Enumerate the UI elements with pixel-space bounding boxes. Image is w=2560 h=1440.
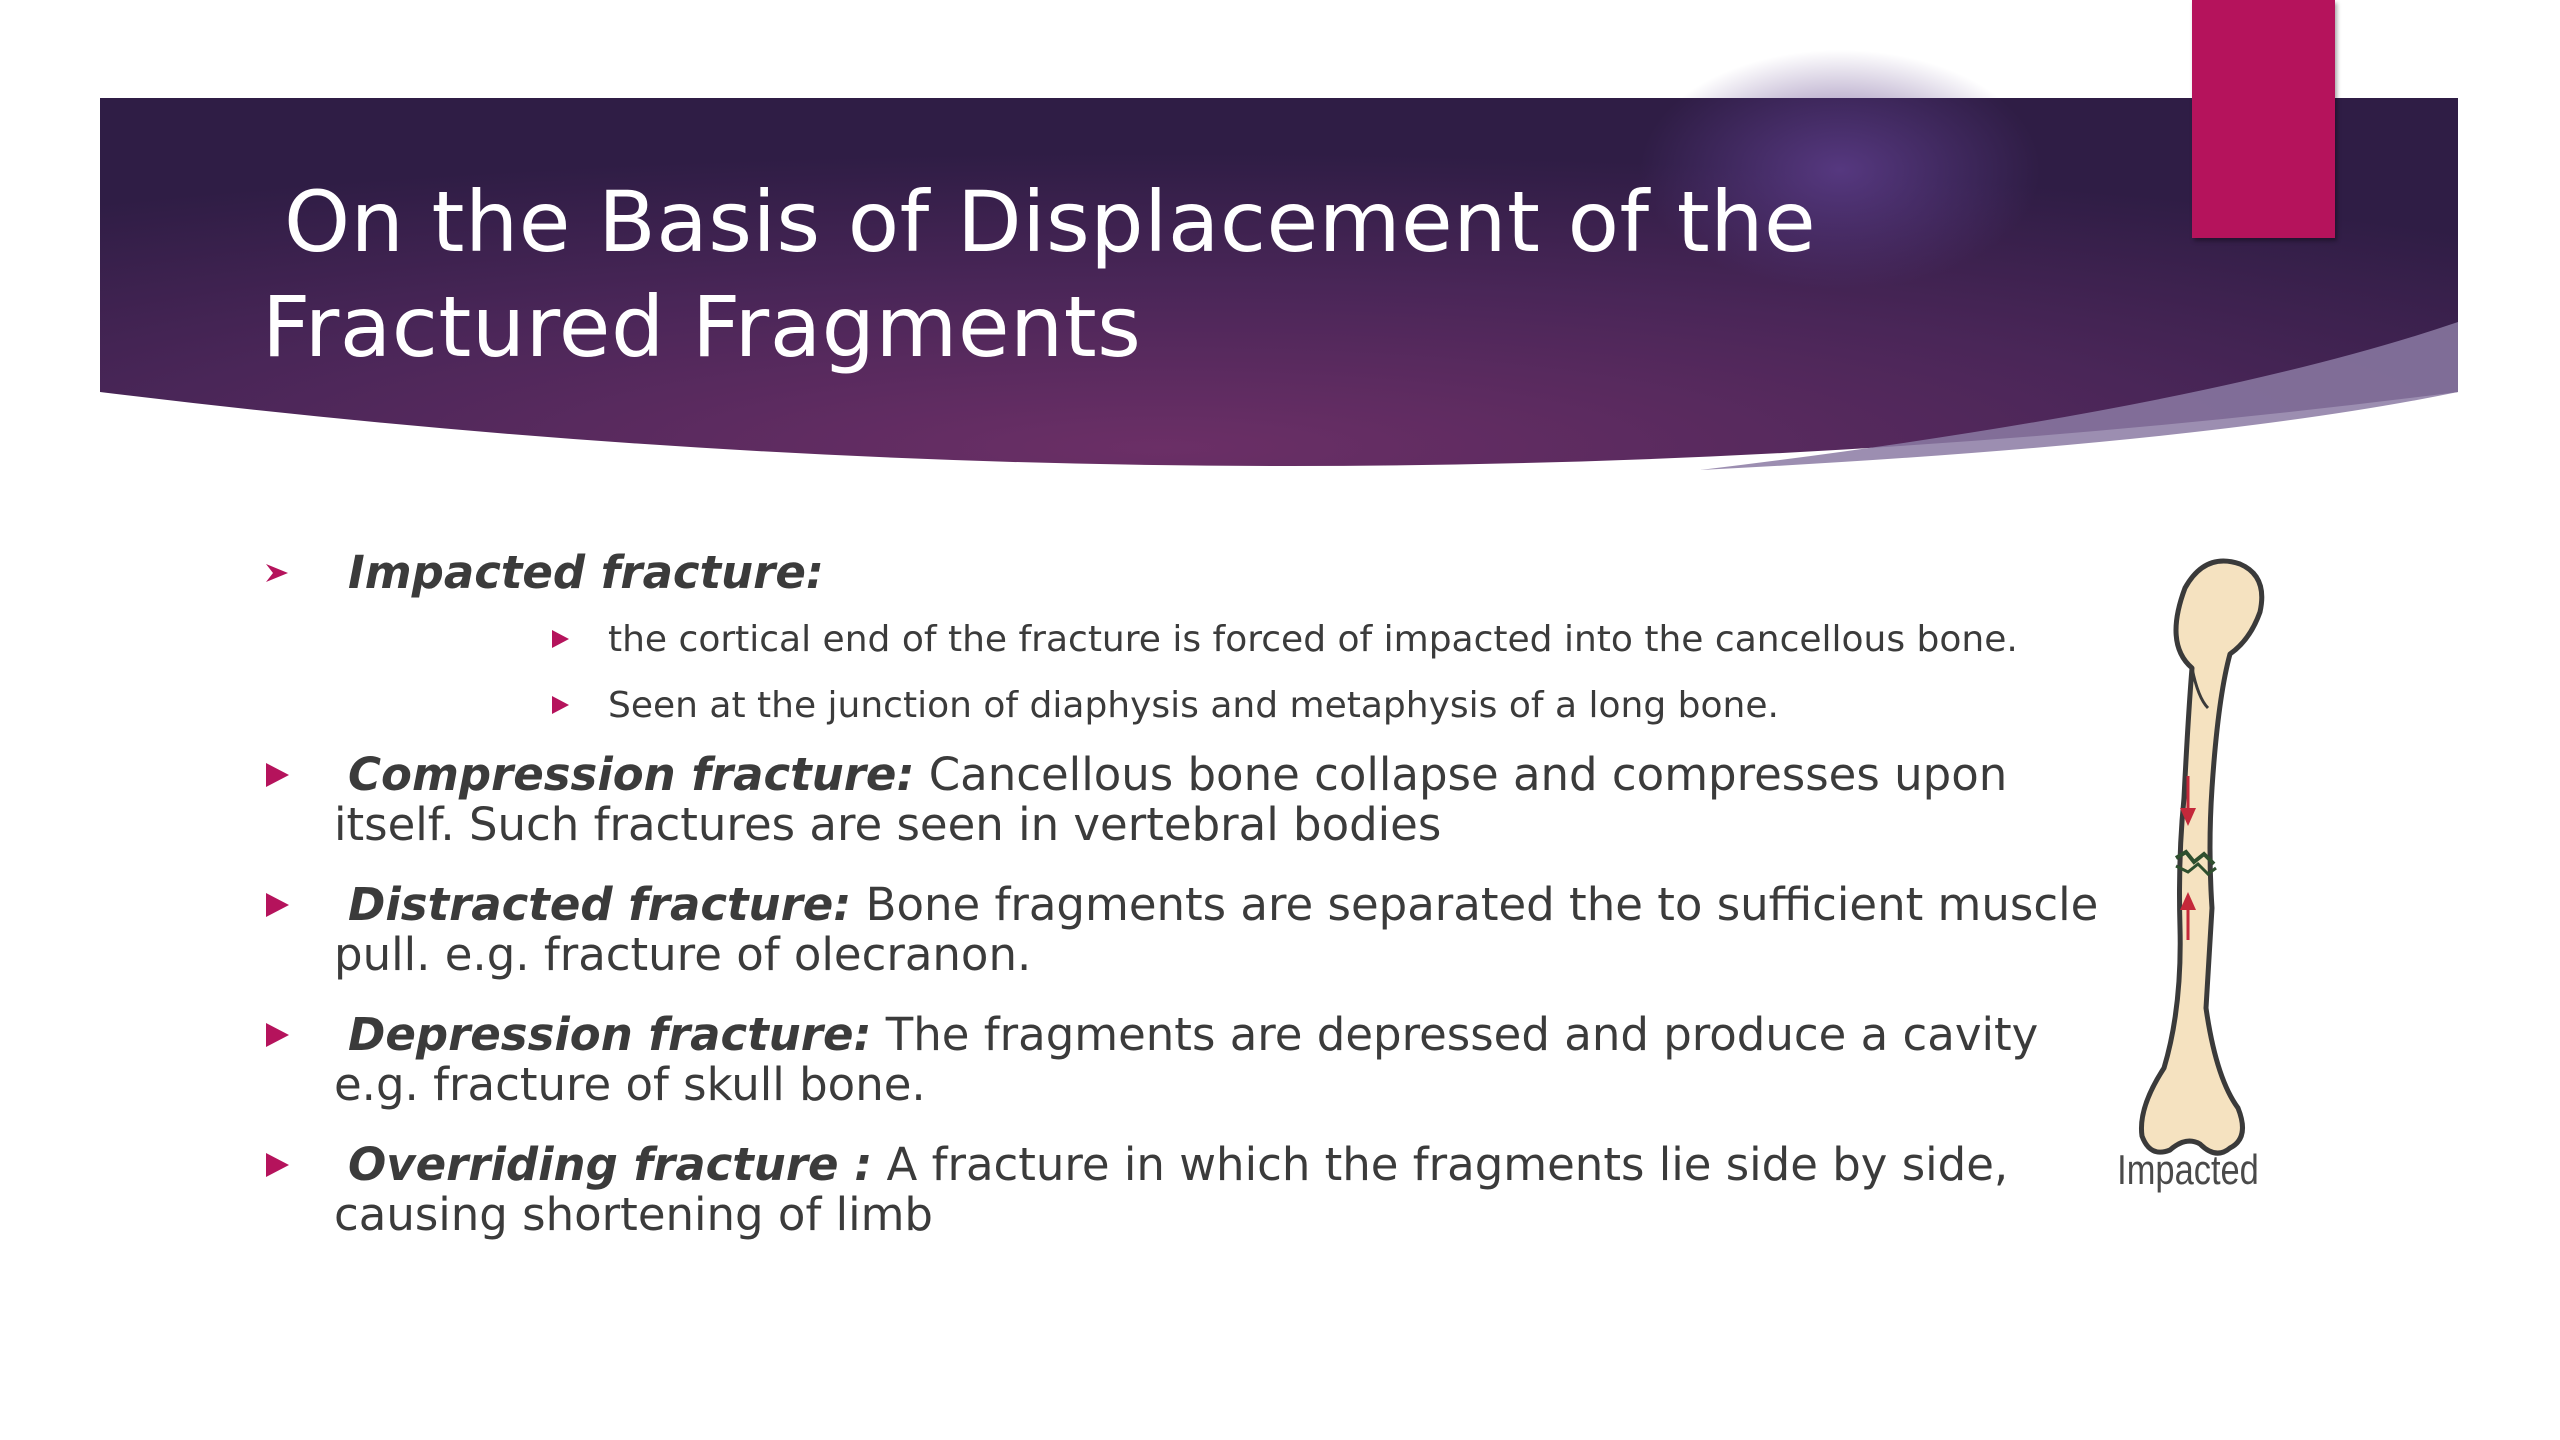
item-text: The fragments are depressed and produce a cavity e.g. fracture of skull bone. bbox=[334, 1008, 2039, 1111]
item-text: Bone fragments are separated the to sufficient muscle pull. e.g. fracture of olecranon. bbox=[334, 878, 2099, 981]
triangle-bullet-icon bbox=[264, 1022, 290, 1048]
list-item-impacted bbox=[258, 548, 2118, 598]
accent-tab bbox=[2192, 0, 2335, 238]
item-text: A fracture in which the fragments lie side by side, causing shortening of limb bbox=[334, 1138, 2009, 1241]
triangle-bullet-icon bbox=[550, 629, 570, 649]
slide-title-line-2: Fractured Fragments bbox=[262, 278, 1142, 376]
arrowhead-bullet-icon bbox=[264, 560, 290, 586]
list-item-distracted bbox=[258, 880, 2118, 980]
impacted-femur-icon bbox=[2100, 548, 2300, 1208]
item-term: Impacted fracture: bbox=[348, 546, 824, 599]
item-term: Overriding fracture : bbox=[348, 1138, 873, 1191]
sub-list-item bbox=[258, 618, 2118, 662]
list-item-compression bbox=[258, 750, 2118, 850]
slide-title bbox=[262, 170, 2162, 380]
item-text: Cancellous bone collapse and compresses upon itself. Such fractures are seen in vertebral bodies bbox=[334, 748, 2008, 851]
triangle-bullet-icon bbox=[550, 695, 570, 715]
triangle-bullet-icon bbox=[264, 892, 290, 918]
sub-item-text: the cortical end of the fracture is forced of impacted into the cancellous bone. bbox=[608, 619, 2018, 660]
list-item-overriding bbox=[258, 1140, 2118, 1240]
sub-item-text: Seen at the junction of diaphysis and metaphysis of a long bone. bbox=[608, 685, 1779, 726]
figure-caption: Impacted bbox=[2117, 1146, 2259, 1193]
item-term: Distracted fracture: bbox=[348, 878, 852, 931]
slide-title-line-1: On the Basis of Displacement of the bbox=[284, 173, 1817, 271]
bullet-list bbox=[258, 548, 2118, 1270]
triangle-bullet-icon bbox=[264, 762, 290, 788]
sub-list-item bbox=[258, 684, 2118, 728]
list-item-depression bbox=[258, 1010, 2118, 1110]
triangle-bullet-icon bbox=[264, 1152, 290, 1178]
item-term: Depression fracture: bbox=[348, 1008, 872, 1061]
item-term: Compression fracture: bbox=[348, 748, 915, 801]
